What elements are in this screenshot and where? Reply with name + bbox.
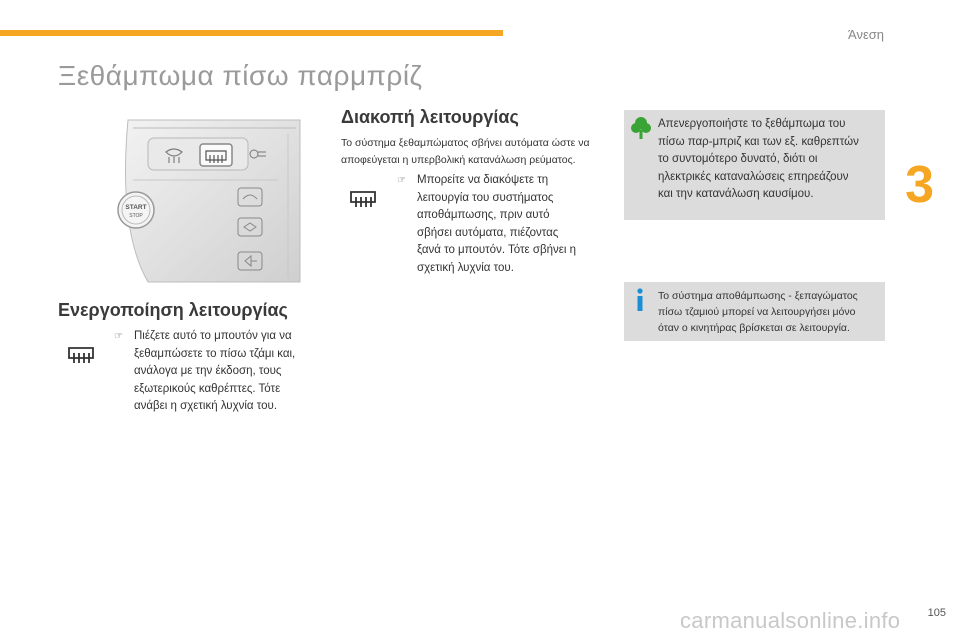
rear-defrost-icon: [348, 188, 378, 210]
section-title: Άνεση: [848, 27, 884, 42]
activation-instruction: ☞ Πιέζετε αυτό το μπουτόν για να ξεθαμπώσετε το πίσω τζάμι και, ανάλογα με την έκδοση, τους εξωτερικούς καθρέπτες. Τότε ανάβει η σχετική λυχνία του.: [114, 330, 296, 412]
arrow-bullet-icon: ☞: [397, 175, 406, 186]
stop-label: STOP: [129, 213, 143, 219]
start-label: START: [125, 204, 147, 211]
chapter-number: 3: [905, 156, 934, 214]
deactivation-heading: Διακοπή λειτουργίας: [341, 107, 519, 127]
eco-note-text: Απενεργοποιήστε το ξεθάμπωμα του πίσω παρ-μπριζ και των εξ. καθρεπτών το συντομότερο δυνατό, διότι οι ηλεκτρικές καταναλώσεις επηρεάζουν και την κατανάλωση καυσίμου.: [658, 118, 859, 200]
arrow-bullet-icon: ☞: [114, 331, 123, 342]
deactivation-intro: Το σύστημα ξεθαμπώματος σβήνει αυτόματα ώστε να αποφεύγεται η υπερβολική κατανάλωση ρεύματος.: [341, 137, 590, 166]
eco-note-box: [624, 110, 885, 220]
watermark: carmanualsonline.info: [680, 608, 901, 633]
info-note-box: [624, 282, 885, 341]
eco-tree-icon: [630, 116, 652, 140]
info-note-text: Το σύστημα αποθάμπωσης - ξεπαγώματος πίσω τζαμιού μπορεί να λειτουργήσει μόνο όταν ο κινητήρας βρίσκεται σε λειτουργία.: [658, 290, 858, 334]
top-accent-bar: [0, 30, 503, 36]
page-number: 105: [927, 607, 946, 619]
deactivation-instruction: ☞ Μπορείτε να διακόψετε τη λειτουργία του συστήματος αποθάμπωσης, πριν αυτό σβήσει αυτόματα, πιέζοντας ξανά το μπουτόν. Τότε σβήνει η σχετική λυχνία του.: [397, 174, 576, 274]
control-panel-illustration: [108, 110, 304, 285]
info-icon: [634, 288, 646, 312]
rear-defrost-icon: [66, 344, 96, 366]
page-title: Ξεθάμπωμα πίσω παρμπρίζ: [58, 60, 423, 91]
activation-heading: Ενεργοποίηση λειτουργίας: [58, 300, 288, 320]
